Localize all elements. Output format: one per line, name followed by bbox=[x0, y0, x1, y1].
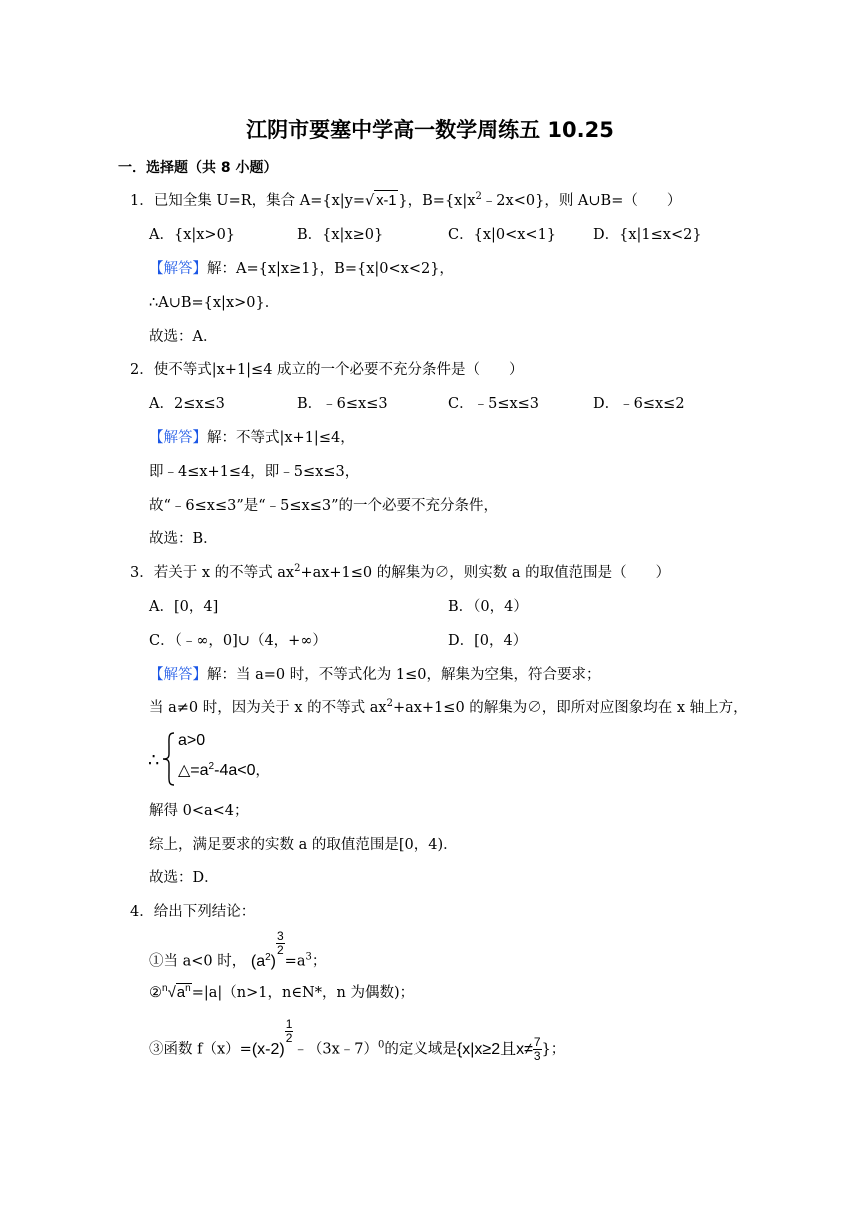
q3-solution-4: 综上，满足要求的实数 a 的取值范围是[0，4)． bbox=[149, 837, 458, 853]
q2-solution-2: 即﹣4≤x+1≤4，即﹣5≤x≤3， bbox=[149, 464, 360, 480]
q2-solution-4: 故选：B． bbox=[149, 531, 218, 547]
q2-option-a: A．2≤x≤3 bbox=[149, 396, 225, 412]
q3-solution-5: 故选：D． bbox=[149, 870, 219, 886]
section-heading: 一．选择题（共 8 小题） bbox=[118, 160, 278, 176]
q1-stem: 1．已知全集 U=R，集合 A={x|y=√ x-1 }，$B=\{x|x^2﹣2x<0\}$，则 A∪B=（ ） bbox=[130, 191, 682, 209]
q4-conclusion-3: ③函数 f（x）=(x-2) $\frac{1}{2}$ ﹣（3x﹣7）$^0$的定义域是{x|x≥2且x≠ $\frac{7}{3}$ }； bbox=[149, 1017, 566, 1063]
q1-solution-3: 故选：A． bbox=[149, 329, 218, 345]
q3-option-d: D．[0，4） bbox=[448, 633, 528, 649]
q3-option-b: B．（0，4） bbox=[448, 599, 528, 615]
q4-conclusion-2: $②^n√a^n=|a|(n>1$，n∈N*，n 为偶数)； bbox=[149, 983, 415, 1001]
q3-option-a: A．[0，4] bbox=[149, 599, 219, 615]
q3-solution-3: 解得 0<a<4； bbox=[149, 803, 249, 819]
q2-stem: 2．使不等式|x+1|≤4 成立的一个必要不充分条件是（ ） bbox=[130, 362, 524, 378]
q1-solution-1: 【解答】解：A={x|x≥1}，B={x|0<x<2}， bbox=[149, 261, 454, 277]
left-brace-icon bbox=[162, 732, 176, 786]
q3-option-c: C．（﹣∞，0]∪（4，+∞） bbox=[149, 633, 327, 649]
q1-option-c: C．{x|0<x<1} bbox=[448, 227, 557, 243]
sqrt-expression: √ x-1 bbox=[365, 190, 398, 211]
q2-option-b: B．﹣6≤x≤3 bbox=[297, 396, 388, 412]
page-title: 江阴市要塞中学高一数学周练五 10.25 bbox=[246, 118, 614, 142]
q2-solution-3: 故“﹣6≤x≤3”是“﹣5≤x≤3”的一个必要不充分条件， bbox=[149, 498, 499, 514]
q2-option-d: D．﹣6≤x≤2 bbox=[593, 396, 685, 412]
q2-solution-1: 【解答】解：不等式|x+1|≤4， bbox=[149, 430, 355, 446]
q1-solution-2: ∴A∪B={x|x>0}． bbox=[149, 295, 280, 311]
q1-option-b: B．{x|x≥0} bbox=[297, 227, 384, 243]
q4-stem: 4．给出下列结论： bbox=[130, 904, 256, 920]
q3-solution-2: 当 a≠0 时，因为关于 x 的不等式 $ax^2+ax+1\le 0$ 的解集为∅，即所对应图象均在 x 轴上方， bbox=[149, 698, 748, 716]
q3-stem: 3．若关于 x 的不等式 $ax^2+ax+1\le 0$ 的解集为∅，则实数 a 的取值范围是（ ） bbox=[130, 563, 671, 581]
q2-option-c: C．﹣5≤x≤3 bbox=[448, 396, 540, 412]
inequality-system: ∴ a>0 $\triangle=a^2-4a<0$， bbox=[148, 730, 448, 790]
q1-option-a: A．{x|x>0} bbox=[149, 227, 236, 243]
q4-conclusion-1: ①当 a<0 时， $(a^2)$ $\frac{3}{2}$ $=a^3$； bbox=[149, 929, 327, 970]
q1-option-d: D．{x|1≤x<2} bbox=[593, 227, 702, 243]
q3-solution-1: 【解答】解：当 a=0 时，不等式化为 1≤0，解集为空集，符合要求； bbox=[149, 667, 601, 683]
